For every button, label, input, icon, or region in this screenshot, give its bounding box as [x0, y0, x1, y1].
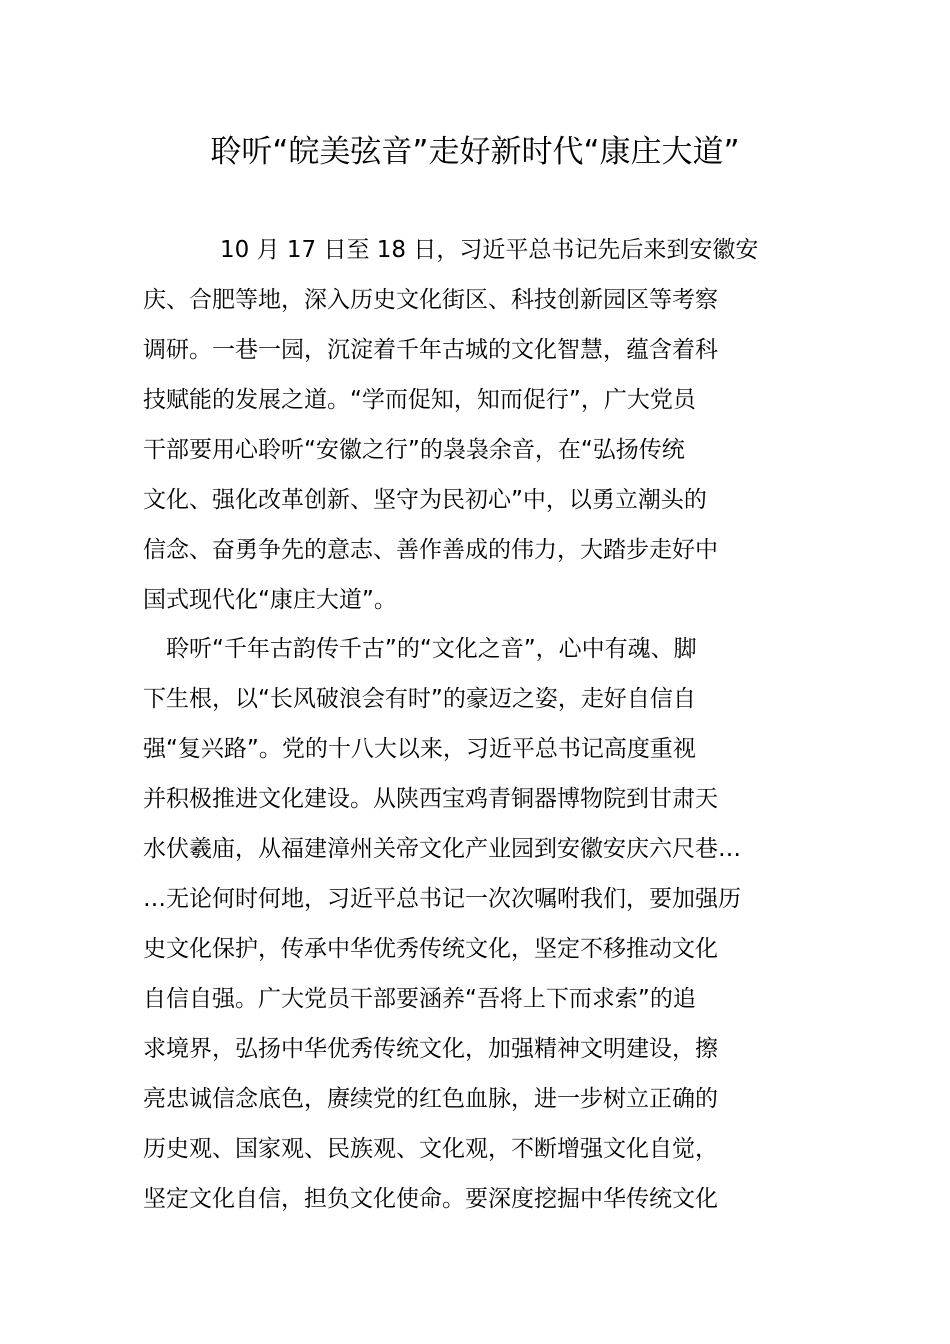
body-line: 聆听“千年古韵传千古”的“文化之音”，心中有魂、脚 [166, 636, 697, 662]
body-line: 信念、奋勇争先的意志、善作善成的伟力，大踏步走好中 [143, 537, 718, 563]
body-line: 求境界，弘扬中华优秀传统文化，加强精神文明建设，擦 [143, 1036, 718, 1062]
body-line: 10 月 17 日至 18 日，习近平总书记先后来到安徽安 [220, 237, 759, 263]
body-line: 并积极推进文化建设。从陕西宝鸡青铜器博物院到甘肃天 [143, 786, 718, 812]
body-line: …无论何时何地，习近平总书记一次次嘱咐我们，要加强历 [143, 886, 741, 912]
body-line: 强“复兴路”。党的十八大以来，习近平总书记高度重视 [143, 736, 696, 762]
body-line: 干部要用心聆听“安徽之行”的袅袅余音，在“弘扬传统 [143, 437, 685, 463]
document-title: 聆听“皖美弦音”走好新时代“康庄大道” [210, 134, 740, 170]
body-line: 史文化保护，传承中华优秀传统文化，坚定不移推动文化 [143, 936, 718, 962]
body-line: 下生根，以“长风破浪会有时”的豪迈之姿，走好自信自 [143, 686, 696, 712]
body-line: 技赋能的发展之道。“学而促知，知而促行”，广大党员 [143, 387, 696, 413]
body-line: 自信自强。广大党员干部要涵养“吾将上下而求索”的追 [143, 986, 696, 1012]
body-line: 历史观、国家观、民族观、文化观，不断增强文化自觉， [143, 1136, 718, 1162]
body-line: 坚定文化自信，担负文化使命。要深度挖掘中华传统文化 [143, 1186, 718, 1212]
body-line: 水伏羲庙，从福建漳州关帝文化产业园到安徽安庆六尺巷… [143, 836, 741, 862]
body-line: 调研。一巷一园，沉淀着千年古城的文化智慧，蕴含着科 [143, 337, 718, 363]
body-line: 亮忠诚信念底色，赓续党的红色血脉，进一步树立正确的 [143, 1086, 718, 1112]
body-line: 文化、强化改革创新、坚守为民初心”中，以勇立潮头的 [143, 487, 707, 513]
body-line: 国式现代化“康庄大道”。 [143, 587, 397, 613]
body-line: 庆、合肥等地，深入历史文化街区、科技创新园区等考察 [143, 287, 718, 313]
